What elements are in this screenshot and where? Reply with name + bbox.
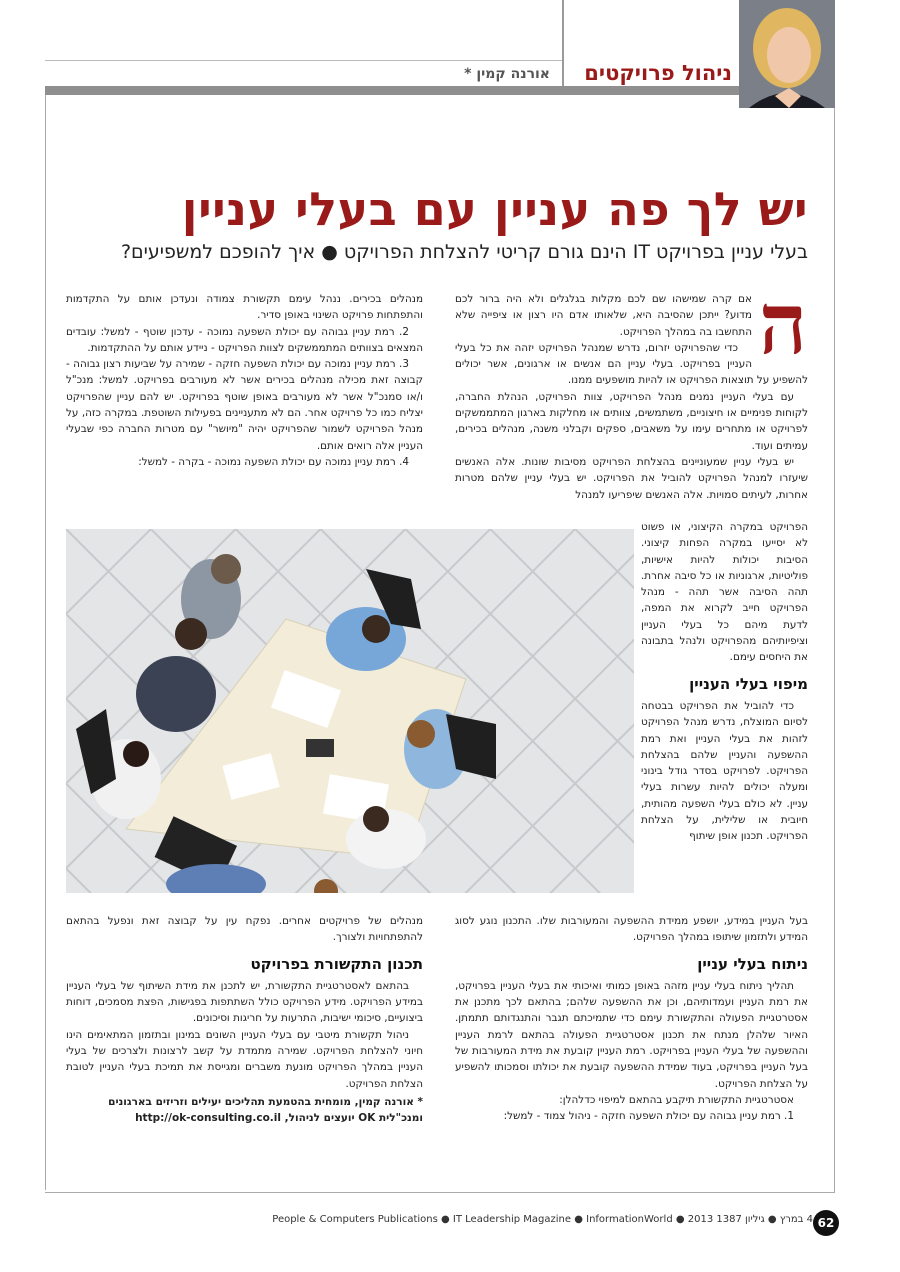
meeting-photo xyxy=(66,529,634,893)
column-right-bottom xyxy=(455,913,808,1125)
paragraph: 2. רמת עניין גבוהה עם יכולת השפעה נמוכה - עדכון שוטף - למשל: עובדים המצאים בצוותים המתממשקים לצוות הפרויקט - ניידע אותם על ההתקדמות. xyxy=(66,325,423,354)
paragraph: ניהול תקשורת מיטבי עם בעלי העניין השונים במינון ובתזמון המתאימים הינו חיוני להצלחת הפרויקט. שמירה מתמדת על קשב לרצונות ולצרכים של בעלי העניין במהלך הפרויקט מונעת משברים ומגייסת את תמיכת בעלי העניין לטובת הצלחת הפרויקט. xyxy=(66,1028,423,1090)
paragraph: מנהלים של פרויקטים אחרים. נפקח עין על קבוצה זאת ונפעל בהתאם להתפתחויות ולצורך. xyxy=(66,915,423,944)
column-right-narrow xyxy=(641,519,808,845)
section-title: ניהול פרויקטים xyxy=(584,61,732,85)
header-author: אורנה קמין * xyxy=(464,66,550,82)
bio-url-link[interactable]: http://ok-consulting.co.il xyxy=(135,1111,281,1124)
page-footer: People & Computers Publications ● IT Leadership Magazine ● InformationWorld ● 2013 ‏4 במרץ ● גיליון 1387 xyxy=(272,1214,813,1225)
frame-left xyxy=(45,95,46,1190)
heading-communication: תכנון התקשורת בפרויקט xyxy=(250,954,423,973)
paragraph: כדי להוביל את הפרויקט בבטחה לסיום המוצלח, נדרש מנהל הפרויקט לזהות את בעלי העניין ואת רמת ההשפעה והעניין שלהם בהצלחת הפרויקט. לפרויקט בסדר גודל בינוני ומעלה יכולים להיות עשרות בעלי עניין. לא כולם בעלי השפעה מהותית, חיובית או שלילית, על הצלחת הפרויקט. תכנון אופן שיתוף xyxy=(641,699,808,843)
paragraph: כדי שהפרויקט יזרום, נדרש שמנהל הפרויקט יזהה את כל בעלי העניין בפרויקט. בעלי עניין הם אנשים או ארגונים, אשר יכולים להשפיע על תוצאות הפרויקט או להיות מושפעים ממנו. xyxy=(455,341,808,387)
bio-line: * אורנה קמין, מומחית בהטמעת תהליכים יעילים וזריזים בארגונים xyxy=(108,1095,423,1108)
paragraph: בעל העניין במידע, יושפע ממידת ההשפעה והמעורבות שלו. התכנון נוגע לסוג המידע ולתזמון שיתופו במהלך הפרויקט. xyxy=(455,915,808,944)
paragraph: 4. רמת עניין נמוכה עם יכולת השפעה נמוכה - בקרה - למשל: xyxy=(138,455,409,468)
drop-cap: ה xyxy=(758,274,808,373)
bio-company: ומנכ"לית OK יועצים לניהול, xyxy=(284,1111,423,1124)
page-number: 62 xyxy=(813,1210,839,1236)
bio-line-2 xyxy=(66,1110,423,1126)
article-title: יש לך פה עניין עם בעלי עניין xyxy=(181,182,808,236)
paragraph: אסטרטגיית התקשורת תיקבע בהתאם למיפוי כדלהלן: xyxy=(559,1093,794,1106)
paragraph: יש בעלי עניין שמעוניינים בהצלחת הפרויקט מסיבות שונות. אלה האנשים שיעזרו למנהל הפרויקט להוביל את הפרויקט. יש בעלי עניין שלהם מטרות אחרות, לעיתים סמויות. אלה האנשים שיפריעו למנהל xyxy=(455,455,808,501)
article-subtitle: בעלי עניין בפרויקט IT הינם גורם קריטי להצלחת הפרויקט ● איך להופכם למשפיעים? xyxy=(120,241,808,263)
paragraph: אם קרה שמישהו שם לכם מקלות בגלגלים ולא היה ברור לכם מדוע? ייתכן שהסיבה היא, שלאותו אדם היו רצון או ציפייה שלא התחשבו בה במהלך הפרויקט. xyxy=(455,293,752,338)
column-left-bottom xyxy=(66,913,423,1126)
paragraph: בהתאם לאסטרטגיית התקשורת, יש לתכנן את מידת השיתוף של בעלי העניין במידע הפרויקט. מידע הפרויקט כולל השתתפות בפגישות, הפצת מסמכים, דוחות ביצועיים, סיכומי ישיבות, התרעות על חריגות וסיכונים. xyxy=(66,979,423,1025)
paragraph: 3. רמת עניין נמוכה עם יכולת השפעה חזקה - שמירה על שביעות רצון גבוהה - קבוצה זאת מכילה מנהלים בכירים אשר לא מעורבים בפרויקט. למשל: מנכ"ל ו/או סמנכ"ל אשר לא מעורבים באופן שוטף בפרויקט. יש להם עניין שהפרויקט יצליח כמו כל פרויקט אחר. הם לא מתעניינים בפעילות השוטפת. במקרה כזה, על מנהל הפרויקט לשמור שהפרויקט יהיה "מיושר" עם מטרות החברה כפי שבעלי העניין אלה רואים אותם. xyxy=(66,358,423,452)
author-photo xyxy=(739,0,835,108)
paragraph: תהליך ניתוח בעלי עניין מזהה באופן כמותי ואיכותי את בעלי העניין בפרויקט, את רמת העניין ועמדותיהם, וכן את ההשפעה שלהם; בהתאם לכך מתכנן את אסטרטגיית הפעולה והתקשורת עימם כדי שתמיכתם תגבר והתנגדותם תתמתן. האיור שלהלן מנתח את תכנון אסטרטגיית הפעולה בהתאם לרמת העניין וההשפעה של בעלי העניין בפרויקט. רמת העניין קובעת את מידת המעורבות של בעל העניין בפרויקט, בעוד שמידת ההשפעה קובעת את יכולתו וסמכותו להשפיע על הצלחת הפרויקט. xyxy=(455,979,808,1090)
heading-analysis: ניתוח בעלי עניין xyxy=(697,954,808,973)
paragraph: מנהלים בכירים. ננהל עימם תקשורת צמודה ונעדכן אותם על התקדמות והתפתחות פרויקט השינוי באופן סדיר. xyxy=(66,293,423,322)
header-rule xyxy=(45,86,740,95)
heading-mapping: מיפוי בעלי העניין xyxy=(689,674,808,693)
paragraph: 1. רמת עניין גבוהה עם יכולת השפעה חזקה - ניהול צמוד - למשל: xyxy=(503,1110,794,1123)
frame-right xyxy=(834,108,835,1193)
author-bio xyxy=(66,1094,423,1126)
paragraph: הפרויקט במקרה הקיצוני, או פשוט לא יסייעו במקרה הפחות קיצוני. הסיבות יכולות להיות אישיות, פוליטיות, ארגוניות או כל סיבה אחרת. תהה הסיבה אשר תהה - מנהל הפרויקט חייב לקרוא את המפה, לדעת מיהם כל בעלי העניין וציפיותיהם מהפרויקט ולנהל בתבונה את היחסים עימם. xyxy=(641,521,808,664)
frame-bottom xyxy=(45,1192,835,1193)
paragraph: עם בעלי העניין נמנים מנהל הפרויקט, צוות הפרויקט, הנהלת החברה, לקוחות פנימיים או חיצוניים, משתמשים, צוותים או מחלקות בארגון המתממשקים לפרויקט או מתחרים עימו על משאבים, ספקים וקבלני משנה, מנהלים בכירים, עמיתים ועוד. xyxy=(455,390,808,452)
column-right-top xyxy=(455,274,808,503)
column-left-top xyxy=(66,291,423,470)
